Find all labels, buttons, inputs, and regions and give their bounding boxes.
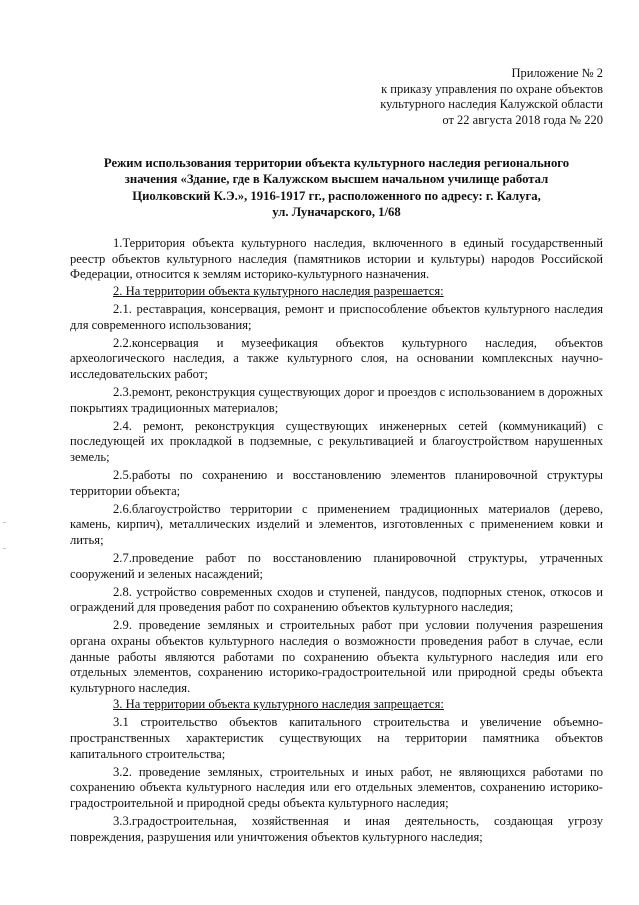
document-title <box>70 155 603 220</box>
title-line: Циолковский К.Э.», 1916-1917 гг., расположенного по адресу: г. Калуга, <box>132 188 541 203</box>
item-2-8: 2.8. устройство современных сходов и ступеней, пандусов, подпорных стенок, откосов и ограждений для проведения работ по сохранению объектов культурного наследия; <box>70 584 603 615</box>
scan-mark <box>3 548 6 549</box>
paragraph-1: 1.Территория объекта культурного наследия, включенного в единый государственный реестр объектов культурного наследия (памятников истории и культуры) народов Российской Федерации, относится к землям историко-культурного назначения. <box>70 236 603 282</box>
item-2-2: 2.2.консервация и музеефикация объектов культурного наследия, объектов археологического наследия, а также культурного слоя, на основании комплексных научно-исследовательских работ; <box>70 335 603 381</box>
item-2-1: 2.1. реставрация, консервация, ремонт и приспособление объектов культурного наследия для современного использования; <box>70 302 603 332</box>
item-2-5: 2.5.работы по сохранению и восстановлению элементов планировочной структуры территории объекта; <box>70 468 603 498</box>
appendix-header <box>70 66 603 128</box>
item-3-3: 3.3.градостроительная, хозяйственная и иная деятельность, создающая угрозу повреждения, разрушения или уничтожения объектов культурного наследия; <box>70 813 603 844</box>
item-3-1: 3.1 строительство объектов капитального строительства и увеличение объемно-пространственных характеристик существующих на территории памятника объектов капитального строительства; <box>70 715 603 761</box>
appendix-line: от 22 августа 2018 года № 220 <box>442 112 603 127</box>
document-body <box>70 236 603 845</box>
item-3-2: 3.2. проведение земляных, строительных и иных работ, не являющихся работами по сохранению объекта культурного наследия или его отдельных элементов, сохранению историко-градостроительной и природной среды объекта культурного наследия; <box>70 764 603 810</box>
section-3-heading: 3. На территории объекта культурного наследия запрещается: <box>113 697 444 712</box>
appendix-line: к приказу управления по охране объектов <box>381 81 603 96</box>
title-line: Режим использования территории объекта культурного наследия регионального <box>103 156 570 170</box>
appendix-line: Приложение № 2 <box>511 66 603 80</box>
title-line: ул. Луначарского, 1/68 <box>272 204 401 219</box>
title-line: значения «Здание, где в Калужском высшем начальном училище работал <box>124 172 549 187</box>
section-2-heading: 2. На территории объекта культурного наследия разрешается: <box>113 283 444 298</box>
item-2-9: 2.9. проведение земляных и строительных работ при условии получения разрешения органа охраны объектов культурного наследия о возможности проведения работ в случае, если данные работы являются работами по сохранению объекта культурного наследия или его отдельных элементов, сохранению историко-градостроительной или природной среды объекта культурного наследия. <box>70 618 603 695</box>
scan-mark <box>3 522 6 523</box>
item-2-3: 2.3.ремонт, реконструкция существующих дорог и проездов с использованием в дорожных покрытиях традиционных материалов; <box>70 385 603 415</box>
item-2-6: 2.6.благоустройство территории с применением традиционных материалов (дерево, камень, кирпич), металлических изделий и элементов, изготовленных с применением ковки и литья; <box>70 501 603 547</box>
item-2-4: 2.4. ремонт, реконструкция существующих инженерных сетей (коммуникаций) с последующей их прокладкой в подземные, с рекультивацией и благоустройством нарушенных земель; <box>70 418 603 464</box>
item-2-7: 2.7.проведение работ по восстановлению планировочной структуры, утраченных сооружений и зеленых насаждений; <box>70 550 603 581</box>
appendix-line: культурного наследия Калужской области <box>380 97 603 111</box>
